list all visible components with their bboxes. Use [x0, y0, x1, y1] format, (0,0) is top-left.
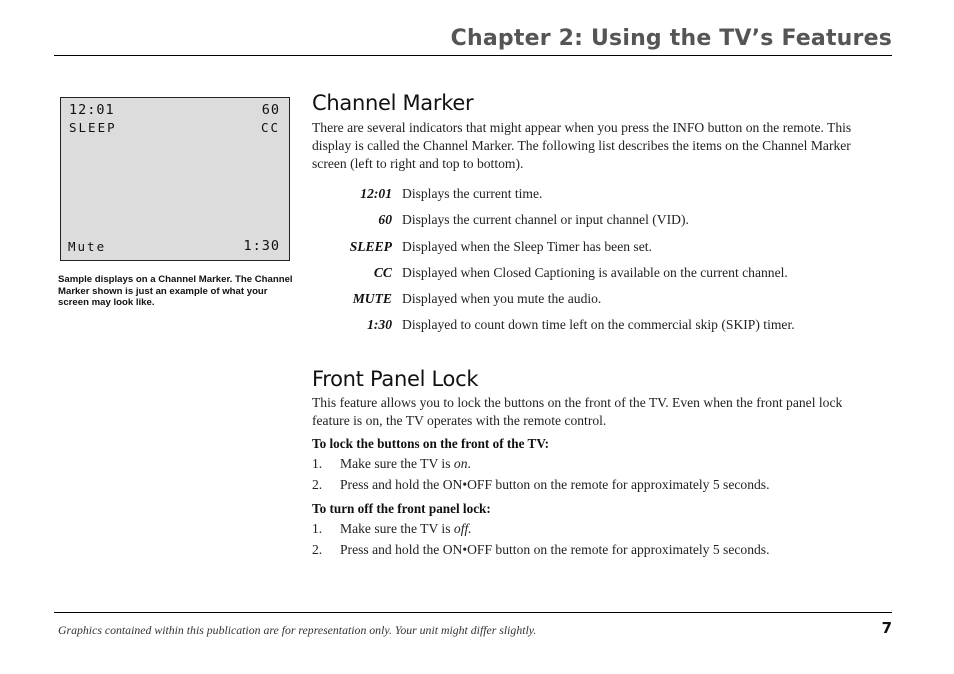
step-number: 1.	[312, 521, 323, 536]
sample-channel: 60	[261, 102, 280, 118]
step-text: Press and hold the ON•OFF button on the remote for approximately 5 seconds.	[340, 477, 770, 492]
front-panel-lock-heading: Front Panel Lock	[312, 367, 479, 391]
indicator-row	[312, 212, 872, 238]
lock-procedure-title: To lock the buttons on the front of the TV:	[312, 436, 550, 451]
step-number: 1.	[312, 456, 323, 471]
indicator-desc: Displayed when you mute the audio.	[402, 291, 602, 307]
chapter-title: Chapter 2: Using the TV’s Features	[450, 26, 892, 51]
page-number: 7	[881, 619, 892, 637]
indicator-key: 1:30	[367, 317, 392, 333]
indicator-key: MUTE	[352, 291, 392, 307]
channel-marker-section	[312, 91, 872, 173]
lock-step-2	[312, 477, 872, 498]
indicator-desc: Displayed to count down time left on the commercial skip (SKIP) timer.	[402, 317, 795, 333]
step-number: 2.	[312, 542, 323, 557]
indicator-desc: Displays the current channel or input channel (VID).	[402, 212, 689, 228]
footer-rule	[54, 612, 892, 613]
indicator-key: 12:01	[360, 186, 392, 201]
step-text: Make sure the TV is off.	[340, 521, 472, 536]
indicator-key: 60	[378, 212, 392, 228]
channel-marker-heading: Channel Marker	[312, 91, 474, 115]
header-rule	[54, 55, 892, 56]
footer-note: Graphics contained within this publication are for representation only. Your unit might differ slightly.	[58, 623, 537, 637]
indicator-desc: Displays the current time.	[402, 186, 543, 201]
indicator-row	[312, 317, 872, 343]
step-text: Press and hold the ON•OFF button on the remote for approximately 5 seconds.	[340, 542, 770, 557]
front-panel-lock-intro: This feature allows you to lock the buttons on the front of the TV. Even when the front panel lock feature is on, the TV operates with the remote control.	[312, 395, 843, 428]
indicator-key: CC	[373, 264, 392, 280]
step-text: Make sure the TV is on.	[340, 456, 471, 471]
indicator-list	[312, 186, 872, 344]
indicator-desc: Displayed when Closed Captioning is available on the current channel.	[402, 264, 788, 280]
indicator-row	[312, 291, 872, 317]
unlock-step-2	[312, 542, 872, 563]
indicator-row	[312, 239, 872, 265]
lock-step-1	[312, 456, 872, 477]
sample-skip-timer: 1:30	[243, 238, 280, 254]
unlock-step-1	[312, 521, 872, 542]
indicator-key: SLEEP	[349, 238, 392, 254]
channel-marker-intro: There are several indicators that might appear when you press the INFO button on the remote. This display is called the Channel Marker. The following list describes the items on the Channel Marker screen (left to right and top to bottom).	[312, 120, 852, 171]
sample-time: 12:01	[69, 102, 115, 118]
channel-marker-sample-screen	[60, 97, 290, 261]
sample-sleep: SLEEP	[69, 120, 117, 135]
indicator-row	[312, 186, 872, 212]
front-panel-lock-section	[312, 367, 872, 563]
indicator-desc: Displayed when the Sleep Timer has been set.	[402, 238, 652, 254]
unlock-procedure-title: To turn off the front panel lock:	[312, 501, 491, 516]
sample-caption: Sample displays on a Channel Marker. The Channel Marker shown is just an example of what your screen may look like.	[58, 274, 293, 308]
sample-cc: CC	[260, 120, 280, 135]
sample-mute: Mute	[68, 239, 107, 254]
indicator-row	[312, 265, 872, 291]
step-number: 2.	[312, 477, 323, 492]
